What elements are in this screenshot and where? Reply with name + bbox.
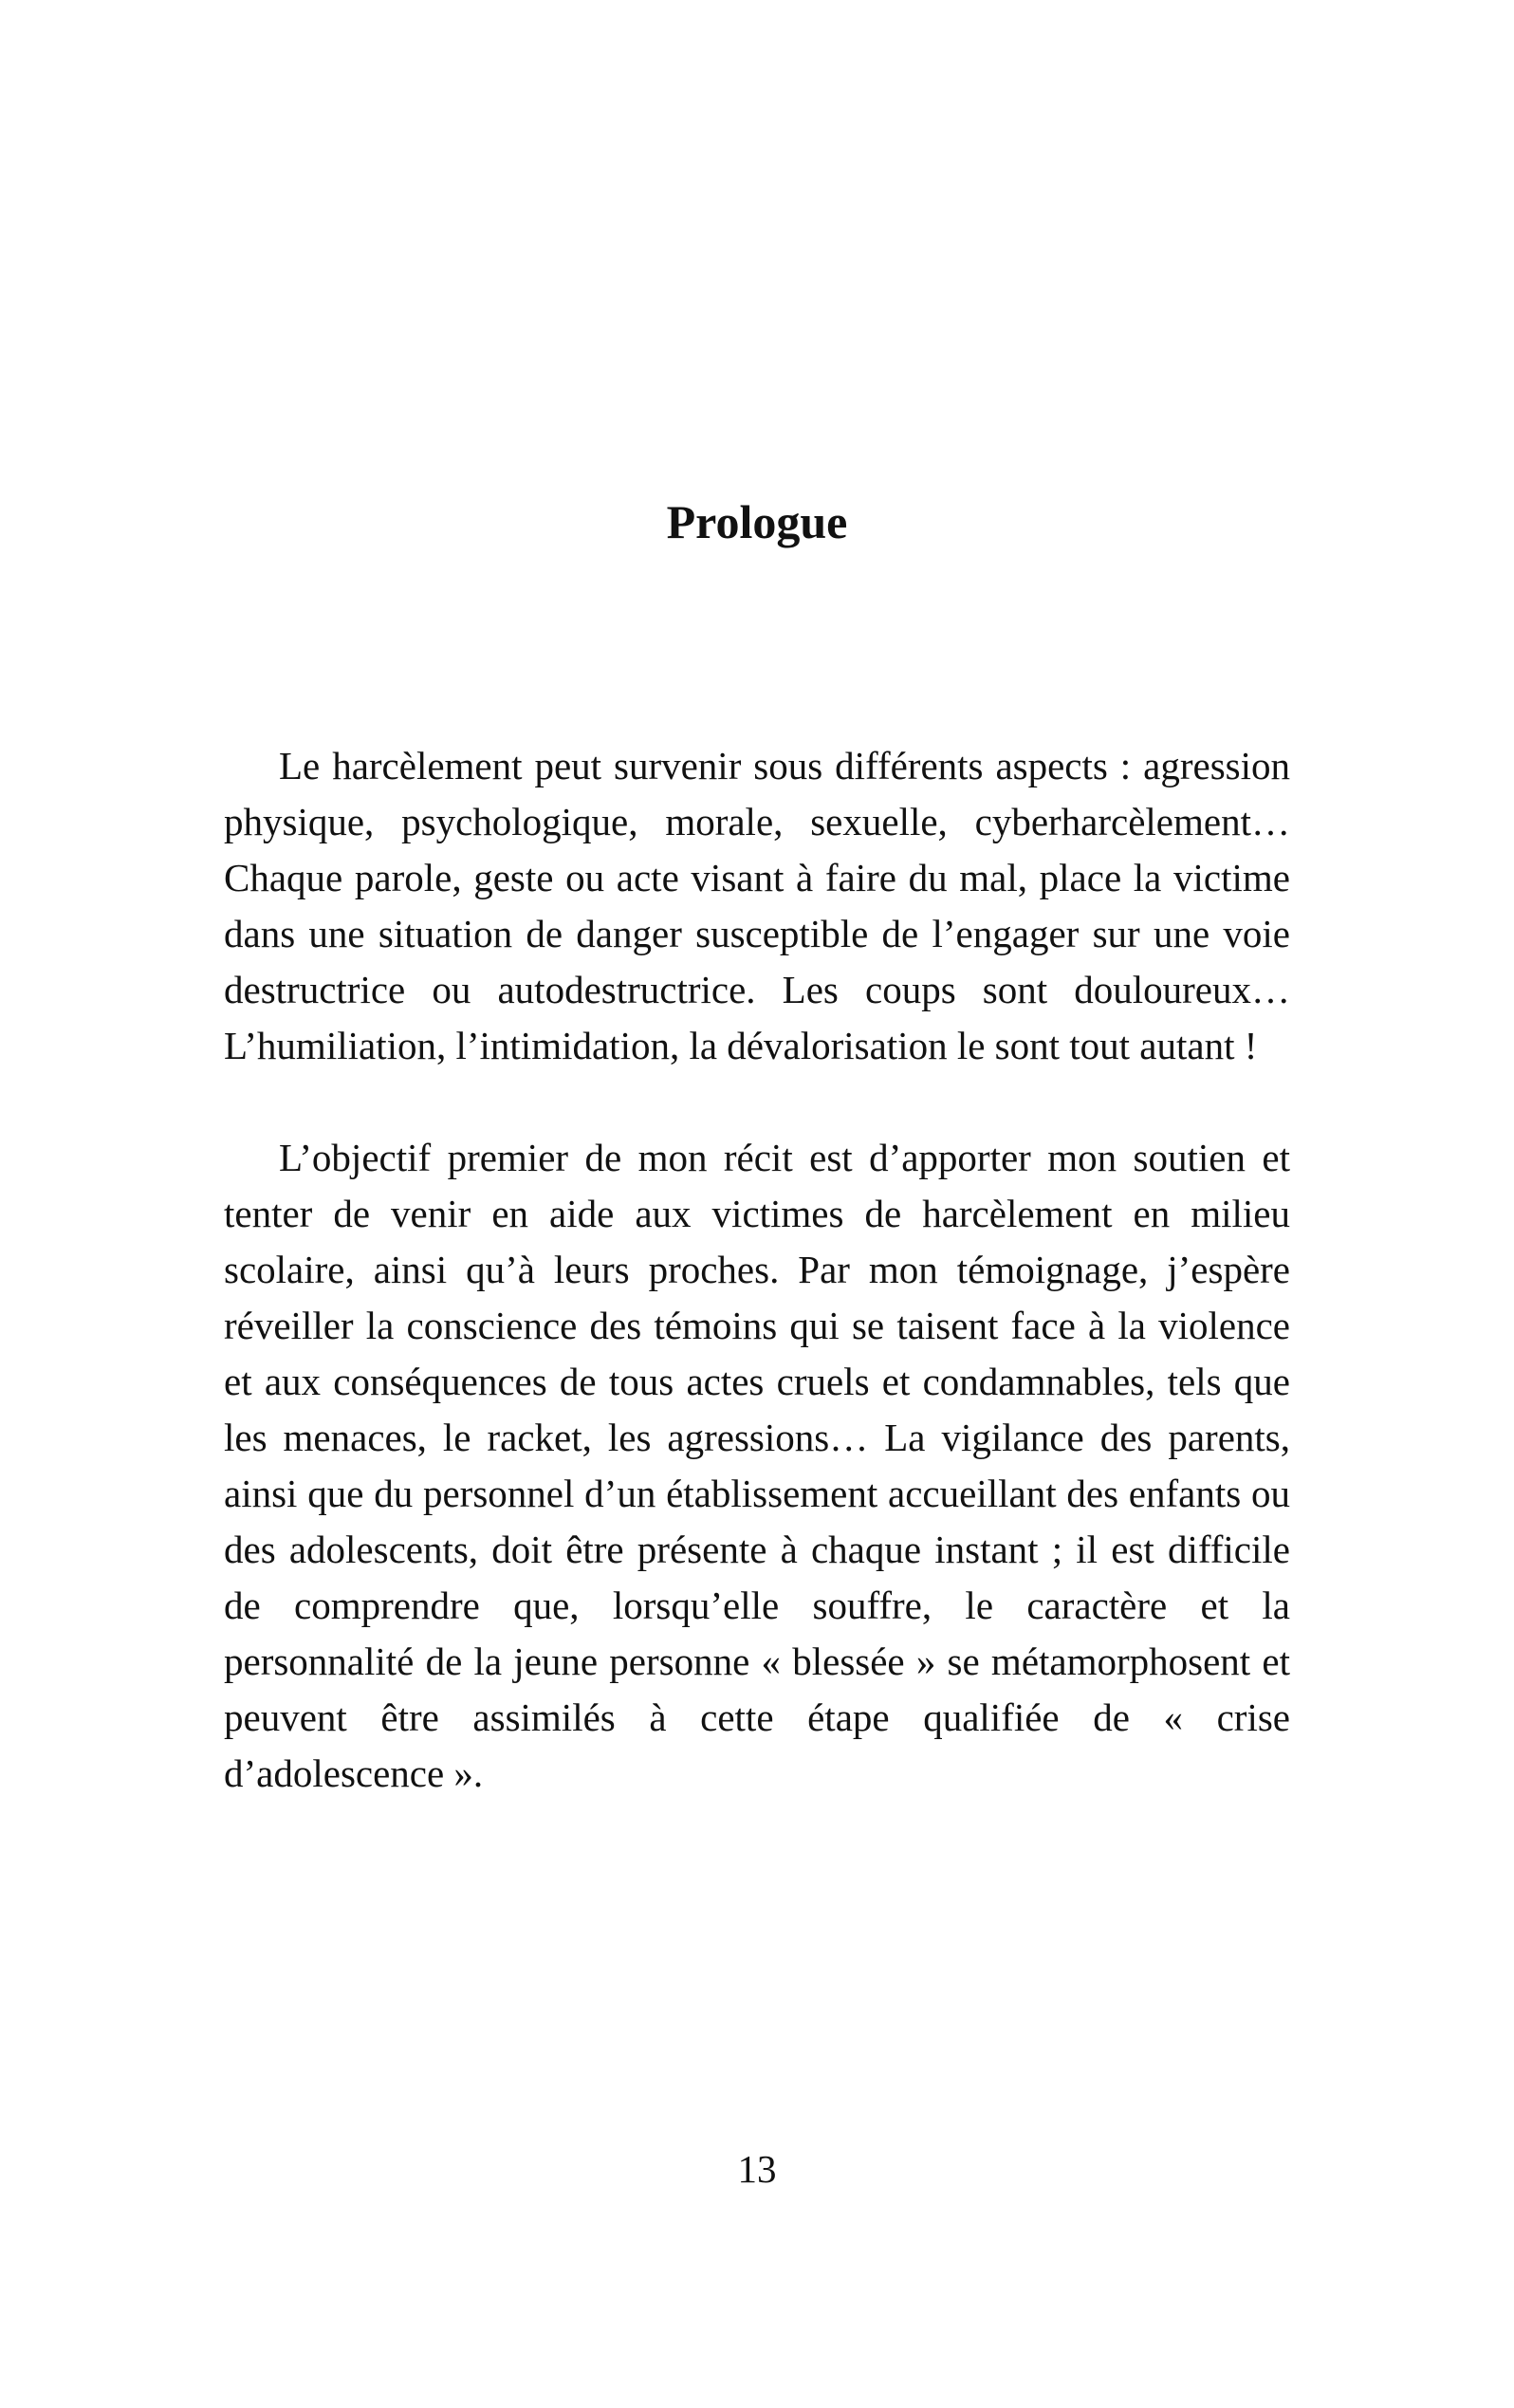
chapter-title: Prologue xyxy=(666,495,848,548)
body-text xyxy=(224,738,1290,1858)
paragraph-1: Le harcèlement peut survenir sous différents aspects : agression physique, psychologique, morale, sexuelle, cyberharcèlement… Chaque parole, geste ou acte visant à faire du mal, place la victime dans une situation de danger susceptible de l’engager sur une voie destructrice ou autodestructrice. Les coups sont douloureux… L’humiliation, l’intimidation, la dévalorisation le sont tout autant ! xyxy=(224,744,1290,1067)
paragraph-2: L’objectif premier de mon récit est d’apporter mon soutien et tenter de venir en aide aux victimes de harcèlement en milieu scolaire, ainsi qu’à leurs proches. Par mon témoignage, j’espère réveiller la conscience des témoins qui se taisent face à la violence et aux conséquences de tous actes cruels et condamnables, tels que les menaces, le racket, les agressions… La vigilance des parents, ainsi que du personnel d’un établissement accueillant des enfants ou des adolescents, doit être présente à chaque instant ; il est difficile de comprendre que, lorsqu’elle souffre, le caractère et la personnalité de la jeune personne « blessée » se métamorphosent et peuvent être assimilés à cette étape qualifiée de « crise d’adolescence ». xyxy=(224,1136,1290,1795)
page-number: 13 xyxy=(737,2147,777,2191)
